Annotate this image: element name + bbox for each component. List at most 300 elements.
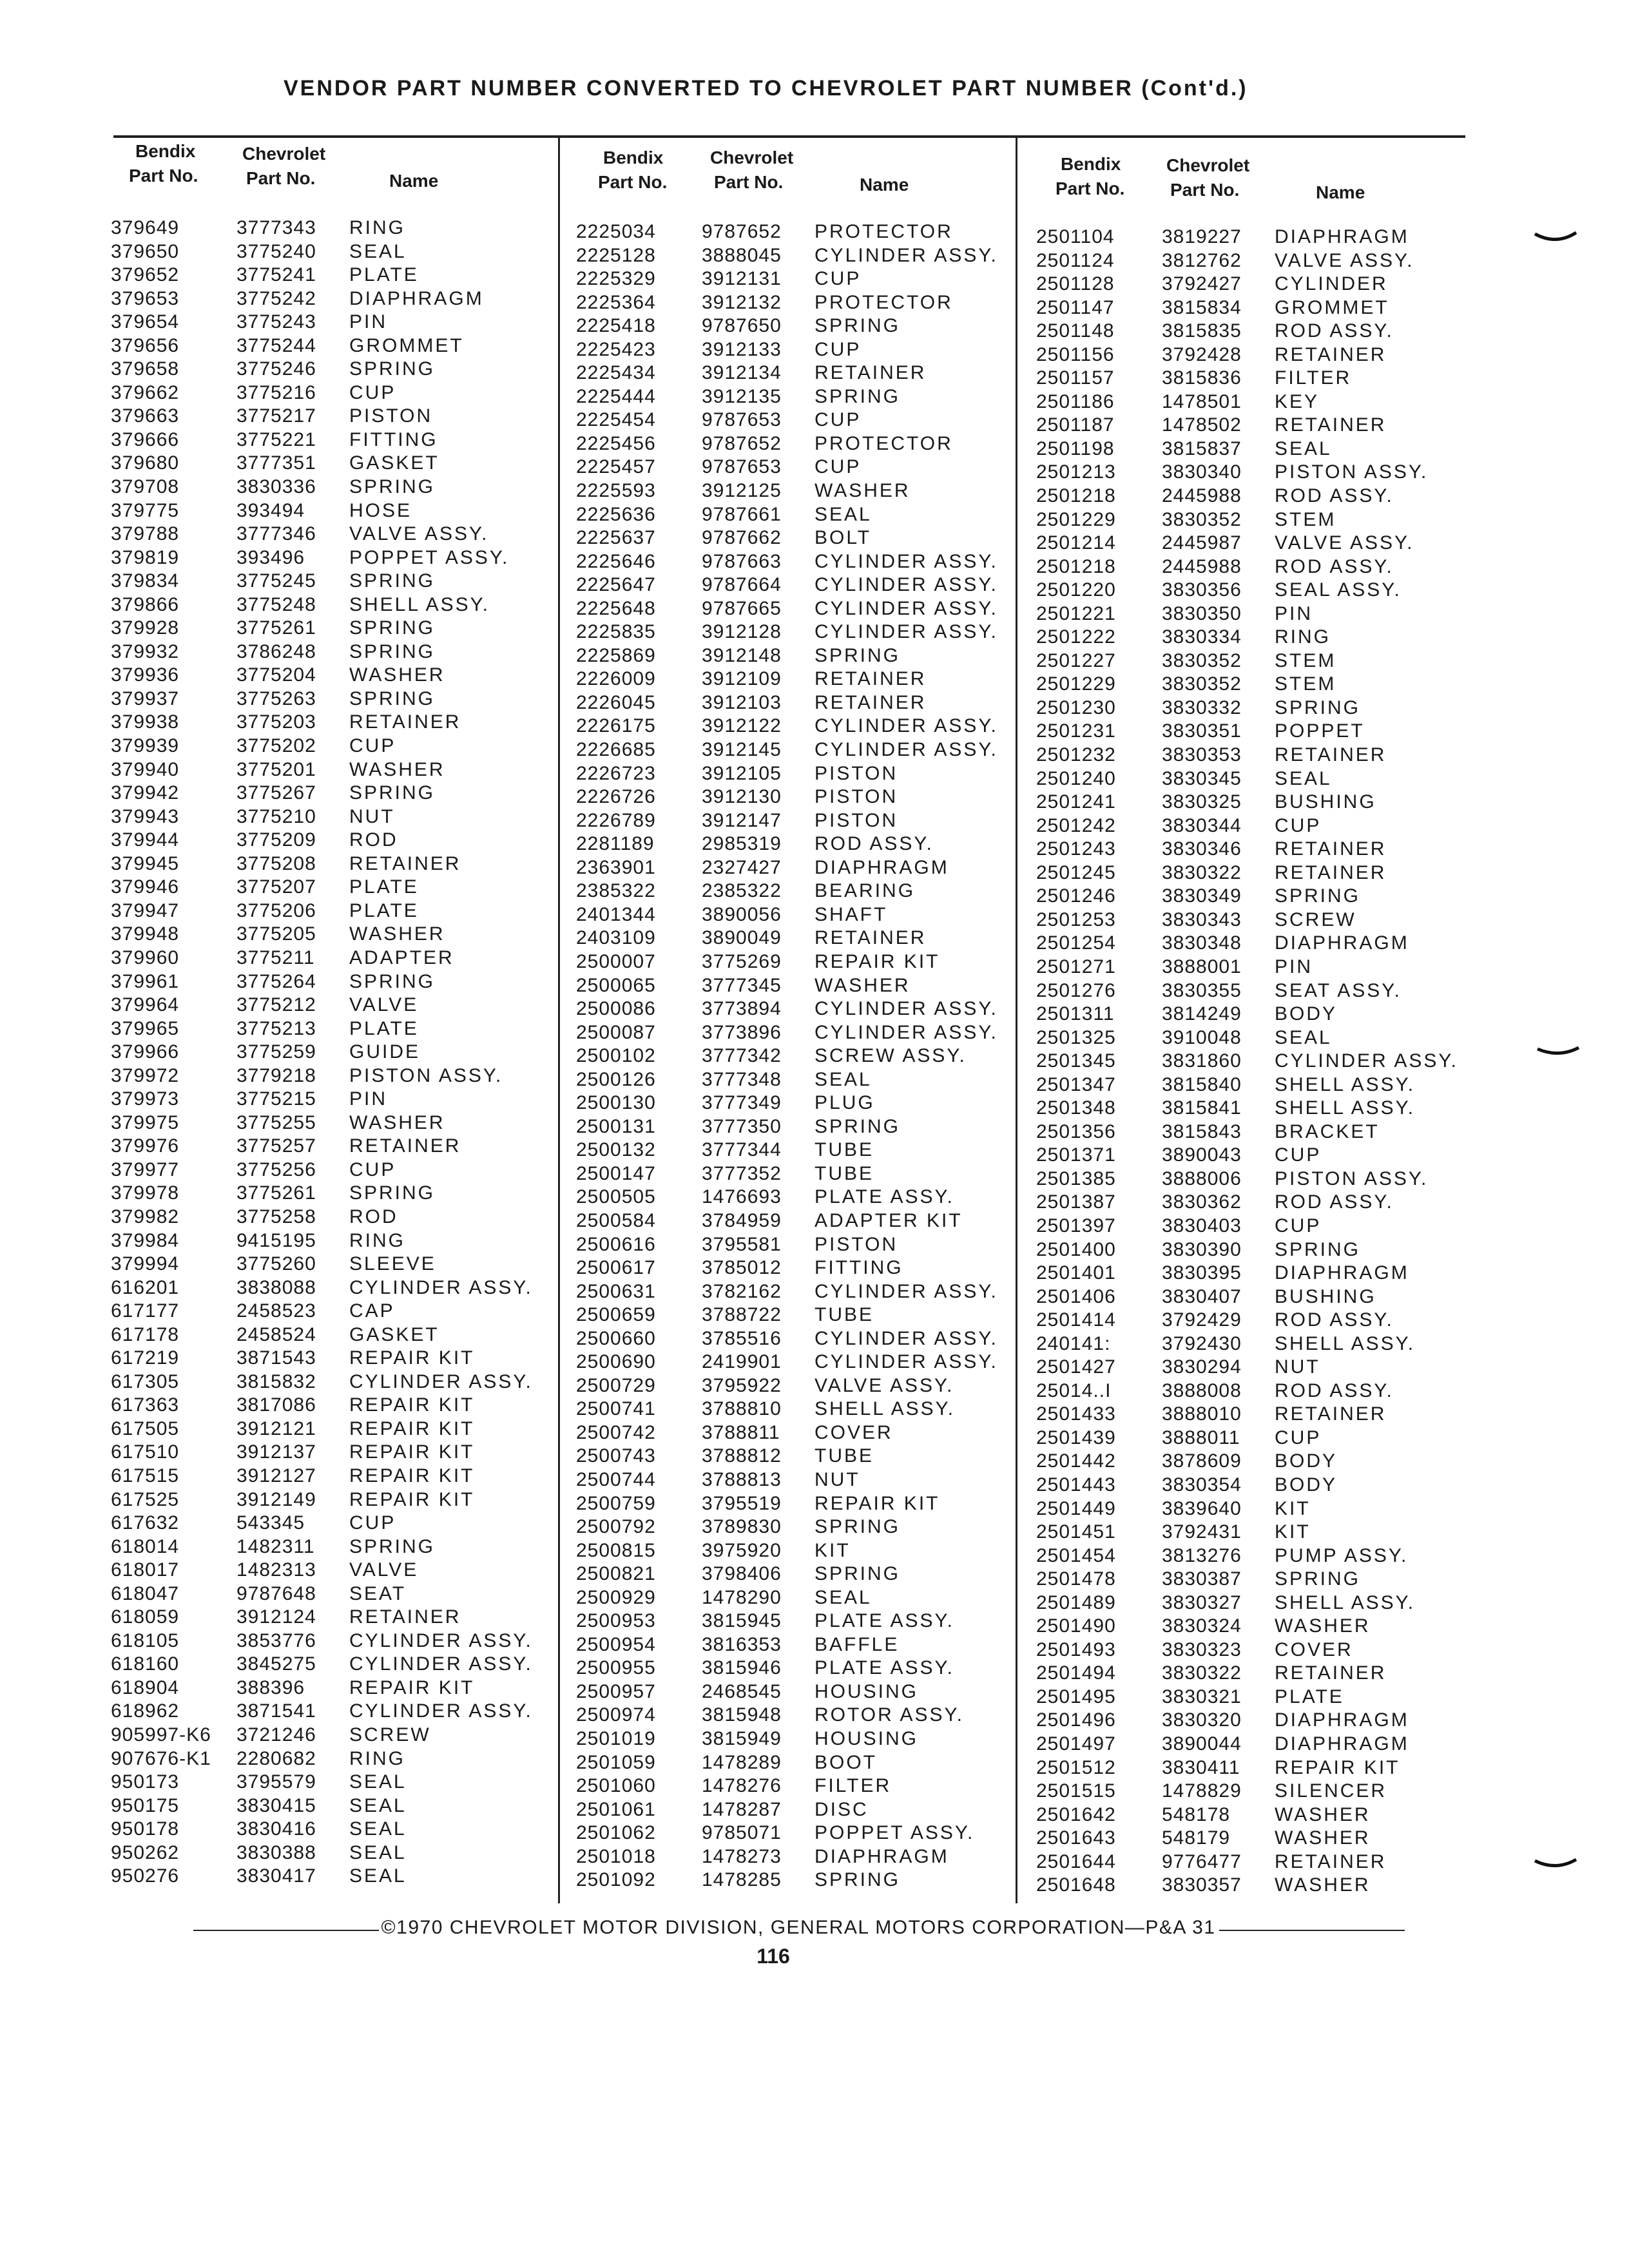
part-row	[111, 1629, 555, 1653]
bendix-part-number: 2225636	[576, 503, 656, 525]
part-row	[576, 1845, 1013, 1869]
part-row	[576, 267, 1013, 291]
bendix-part-number: 2500660	[576, 1327, 656, 1349]
chevrolet-part-number: 3912109	[702, 668, 782, 690]
bendix-part-number: 2501062	[576, 1822, 656, 1844]
bendix-part-number: 2501496	[1036, 1709, 1116, 1731]
part-name: BOOT	[815, 1751, 878, 1773]
part-name: FILTER	[1275, 367, 1352, 389]
bendix-part-number: 2501371	[1036, 1144, 1116, 1166]
bendix-part-number: 618047	[111, 1582, 180, 1604]
part-row	[576, 1162, 1013, 1186]
chevrolet-part-number: 3775216	[236, 381, 316, 403]
bendix-part-number: 25014..I	[1036, 1379, 1112, 1401]
part-name: RETAINER	[1275, 838, 1387, 860]
part-row	[576, 691, 1013, 715]
header-chevrolet: Chevrolet	[710, 148, 794, 168]
part-name: WASHER	[1275, 1874, 1371, 1896]
chevrolet-part-number: 3830294	[1162, 1356, 1242, 1378]
bendix-part-number: 617515	[111, 1465, 180, 1486]
chevrolet-part-number: 3830332	[1162, 697, 1242, 718]
chevrolet-part-number: 1482311	[236, 1535, 315, 1557]
part-row	[576, 785, 1013, 809]
chevrolet-part-number: 3815835	[1162, 320, 1242, 342]
chevrolet-part-number: 3815945	[702, 1610, 782, 1632]
part-name: SEAL	[815, 1586, 872, 1608]
part-row	[111, 452, 555, 476]
chevrolet-part-number: 3830336	[236, 476, 316, 498]
chevrolet-part-number: 3830388	[236, 1841, 316, 1863]
part-name: ROD	[349, 829, 398, 851]
bendix-part-number: 2500584	[576, 1209, 656, 1231]
bendix-part-number: 2501512	[1036, 1756, 1116, 1778]
bendix-part-number: 2500792	[576, 1516, 656, 1538]
part-row	[1036, 273, 1470, 296]
bendix-part-number: 2501478	[1036, 1568, 1116, 1590]
margin-mark	[1534, 229, 1579, 248]
part-row	[1036, 1262, 1470, 1285]
bendix-part-number: 2501345	[1036, 1050, 1116, 1072]
bendix-part-number: 2501240	[1036, 767, 1116, 789]
part-name: ROTOR ASSY.	[815, 1704, 964, 1726]
column-header	[1019, 148, 1470, 226]
part-row	[1036, 226, 1470, 249]
part-name: SCREW	[349, 1724, 431, 1745]
part-row	[111, 970, 555, 994]
bendix-part-number: 2225457	[576, 456, 656, 478]
part-row	[1036, 1497, 1470, 1521]
part-row	[111, 1794, 555, 1818]
chevrolet-part-number: 2458524	[236, 1323, 316, 1345]
chevrolet-part-number: 3912122	[702, 715, 782, 737]
chevrolet-part-number: 3815837	[1162, 437, 1242, 459]
part-name: PLATE	[349, 264, 419, 286]
part-row	[576, 1115, 1013, 1139]
bendix-part-number: 2225128	[576, 244, 656, 266]
part-row	[111, 570, 555, 593]
part-row	[576, 1869, 1013, 1892]
part-row	[111, 1677, 555, 1700]
bendix-part-number: 2363901	[576, 856, 656, 878]
bendix-part-number: 2500086	[576, 998, 656, 1020]
part-row	[576, 1421, 1013, 1445]
part-row	[1036, 838, 1470, 861]
part-name: GASKET	[349, 452, 439, 474]
chevrolet-part-number: 3777351	[236, 452, 316, 474]
part-row	[576, 832, 1013, 856]
chevrolet-part-number: 3830352	[1162, 649, 1242, 671]
parts-column-3	[1019, 148, 1470, 1898]
chevrolet-part-number: 3830362	[1162, 1191, 1242, 1213]
bendix-part-number: 2501222	[1036, 626, 1116, 648]
bendix-part-number: 618962	[111, 1700, 180, 1722]
part-name: CUP	[815, 268, 862, 290]
part-name: SPRING	[349, 970, 436, 992]
part-row	[111, 1229, 555, 1253]
header-bendix-part: Part No.	[1055, 178, 1125, 198]
chevrolet-part-number: 1478290	[702, 1586, 782, 1608]
chevrolet-part-number: 3912148	[702, 644, 782, 666]
part-row	[576, 597, 1013, 621]
chevrolet-part-number: 3975920	[702, 1539, 782, 1561]
part-row	[576, 927, 1013, 950]
bendix-part-number: 379708	[111, 476, 180, 498]
part-row	[1036, 1379, 1470, 1403]
part-name: PIN	[1275, 956, 1313, 977]
chevrolet-part-number: 3792431	[1162, 1521, 1242, 1543]
chevrolet-part-number: 3775246	[236, 358, 316, 380]
part-name: CYLINDER ASSY.	[815, 1021, 998, 1043]
part-name: PISTON ASSY.	[349, 1064, 503, 1086]
chevrolet-part-number: 3912134	[702, 362, 782, 384]
chevrolet-part-number: 3912125	[702, 480, 782, 502]
chevrolet-part-number: 3775263	[236, 687, 316, 709]
chevrolet-part-number: 3912128	[702, 621, 782, 643]
chevrolet-part-number: 3777346	[236, 523, 316, 545]
bendix-part-number: 2501493	[1036, 1639, 1116, 1660]
part-name: RETAINER	[815, 927, 927, 949]
chevrolet-part-number: 3815840	[1162, 1073, 1242, 1095]
part-name: BOLT	[815, 527, 872, 549]
bendix-part-number: 379947	[111, 899, 180, 921]
part-name: PLATE	[1275, 1686, 1344, 1707]
bendix-part-number: 2501213	[1036, 461, 1116, 483]
bendix-part-number: 2501232	[1036, 744, 1116, 766]
part-name: CUP	[815, 338, 862, 360]
part-row	[1036, 1756, 1470, 1780]
chevrolet-part-number: 2385322	[702, 880, 782, 902]
chevrolet-part-number: 3815836	[1162, 367, 1242, 389]
part-row	[1036, 720, 1470, 744]
part-name: RETAINER	[1275, 1850, 1387, 1872]
chevrolet-part-number: 543345	[236, 1512, 305, 1534]
chevrolet-part-number: 3777350	[702, 1115, 782, 1137]
part-name: SEAL	[349, 1841, 407, 1863]
chevrolet-part-number: 3830417	[236, 1865, 316, 1887]
bendix-part-number: 2225454	[576, 409, 656, 431]
bendix-part-number: 2501019	[576, 1728, 656, 1749]
chevrolet-part-number: 3830321	[1162, 1686, 1242, 1707]
part-name: PLATE	[349, 899, 419, 921]
bendix-part-number: 618904	[111, 1677, 180, 1698]
part-row	[576, 1774, 1013, 1798]
bendix-part-number: 2500759	[576, 1492, 656, 1514]
bendix-part-number: 2501221	[1036, 602, 1116, 624]
bendix-part-number: 950175	[111, 1794, 180, 1816]
part-row	[576, 456, 1013, 479]
chevrolet-part-number: 3830320	[1162, 1709, 1242, 1731]
bendix-part-number: 379819	[111, 546, 180, 568]
bendix-part-number: 2501156	[1036, 343, 1115, 365]
part-name: WASHER	[815, 480, 911, 502]
part-name: CAP	[349, 1300, 395, 1322]
header-chevrolet-part: Part No.	[1170, 180, 1240, 200]
bendix-part-number: 617525	[111, 1488, 180, 1510]
part-row	[1036, 343, 1470, 367]
margin-mark	[1534, 1856, 1579, 1875]
bendix-part-number: 2501218	[1036, 485, 1116, 507]
chevrolet-part-number: 3912130	[702, 786, 782, 808]
part-name: SHELL ASSY.	[349, 593, 490, 615]
part-name: SEAT ASSY.	[1275, 979, 1402, 1001]
chevrolet-part-number: 3785516	[702, 1327, 782, 1349]
chevrolet-part-number: 3830403	[1162, 1215, 1242, 1236]
bendix-part-number: 2501018	[576, 1845, 656, 1867]
part-row	[111, 1182, 555, 1206]
part-row	[576, 291, 1013, 315]
bendix-part-number: 618160	[111, 1653, 180, 1675]
part-row	[576, 620, 1013, 644]
part-name: DIAPHRAGM	[815, 856, 949, 878]
bendix-part-number: 379788	[111, 523, 180, 545]
part-name: CUP	[1275, 1427, 1322, 1448]
chevrolet-part-number: 3775215	[236, 1088, 316, 1110]
chevrolet-part-number: 3775207	[236, 876, 316, 898]
part-row	[1036, 1332, 1470, 1356]
part-name: CUP	[815, 409, 862, 431]
bendix-part-number: 2501643	[1036, 1827, 1116, 1849]
part-row	[1036, 1003, 1470, 1026]
part-row	[576, 220, 1013, 244]
bendix-part-number: 907676-K1	[111, 1747, 211, 1769]
chevrolet-part-number: 9787662	[702, 527, 782, 549]
bendix-part-number: 379960	[111, 947, 180, 968]
part-name: VALVE ASSY.	[815, 1374, 954, 1396]
part-name: SEAL	[349, 240, 407, 262]
part-row	[576, 1445, 1013, 1468]
bendix-part-number: 2501061	[576, 1798, 656, 1820]
part-name: SPRING	[1275, 885, 1361, 907]
part-name: KEY	[1275, 390, 1320, 412]
part-row	[576, 1233, 1013, 1257]
part-row	[111, 546, 555, 570]
part-row	[576, 1374, 1013, 1398]
bendix-part-number: 2500631	[576, 1280, 656, 1302]
column-divider	[558, 138, 560, 1903]
bendix-part-number: 2501242	[1036, 814, 1116, 836]
bendix-part-number: 2500690	[576, 1351, 656, 1373]
bendix-part-number: 2501128	[1036, 273, 1115, 295]
bendix-part-number: 379975	[111, 1111, 180, 1133]
part-row	[576, 361, 1013, 385]
part-name: STEM	[1275, 673, 1336, 695]
part-name: REPAIR KIT	[349, 1488, 475, 1510]
part-row	[576, 1327, 1013, 1351]
part-name: ROD ASSY.	[815, 833, 934, 855]
chevrolet-part-number: 3786248	[236, 640, 316, 662]
part-name: SCREW ASSY.	[815, 1045, 967, 1067]
bendix-part-number: 617505	[111, 1418, 180, 1439]
chevrolet-part-number: 3795579	[236, 1771, 316, 1793]
part-row	[111, 852, 555, 876]
part-name: NUT	[1275, 1356, 1320, 1378]
page-title: VENDOR PART NUMBER CONVERTED TO CHEVROLET PART NUMBER (Cont'd.)	[284, 76, 1248, 101]
part-name: PISTON	[815, 1233, 898, 1255]
footer	[193, 1917, 1405, 1939]
part-name: CYLINDER ASSY.	[815, 739, 998, 761]
chevrolet-part-number: 3830411	[1162, 1756, 1240, 1778]
part-name: CYLINDER ASSY.	[815, 244, 998, 266]
part-row	[1036, 1356, 1470, 1379]
part-row	[111, 1606, 555, 1629]
part-row	[576, 974, 1013, 998]
part-name: RETAINER	[1275, 343, 1387, 365]
column-divider	[1016, 138, 1017, 1903]
part-row	[111, 1512, 555, 1535]
part-name: RETAINER	[815, 691, 927, 713]
part-row	[1036, 697, 1470, 720]
part-row	[1036, 1591, 1470, 1615]
part-row	[1036, 908, 1470, 932]
chevrolet-part-number: 3815834	[1162, 296, 1242, 318]
chevrolet-part-number: 3775210	[236, 805, 316, 827]
part-name: PUMP ASSY.	[1275, 1544, 1409, 1566]
part-name: STEM	[1275, 649, 1336, 671]
part-row	[111, 476, 555, 499]
part-row	[111, 240, 555, 264]
bendix-part-number: 950276	[111, 1865, 180, 1887]
bendix-part-number: 2500953	[576, 1610, 656, 1632]
part-row	[576, 738, 1013, 762]
part-name: CYLINDER ASSY.	[815, 998, 998, 1020]
chevrolet-part-number: 9787665	[702, 597, 782, 619]
bendix-part-number: 2501454	[1036, 1544, 1116, 1566]
header-name: Name	[389, 171, 439, 191]
bendix-part-number: 2501230	[1036, 697, 1116, 718]
chevrolet-part-number: 3816353	[702, 1633, 782, 1655]
bendix-part-number: 2225647	[576, 574, 656, 596]
part-name: WASHER	[349, 923, 445, 945]
bendix-part-number: 379948	[111, 923, 180, 945]
bendix-part-number: 379656	[111, 334, 180, 356]
bendix-part-number: 2500087	[576, 1021, 656, 1043]
chevrolet-part-number: 3912137	[236, 1441, 316, 1463]
chevrolet-part-number: 3814249	[1162, 1003, 1242, 1025]
part-name: CYLINDER ASSY.	[815, 1327, 998, 1349]
chevrolet-part-number: 3773896	[702, 1021, 782, 1043]
chevrolet-part-number: 1478829	[1162, 1780, 1242, 1802]
part-row	[1036, 390, 1470, 414]
chevrolet-part-number: 3912145	[702, 739, 782, 761]
chevrolet-part-number: 9415195	[236, 1229, 316, 1251]
part-name: PISTON	[349, 405, 433, 427]
chevrolet-part-number: 3782162	[702, 1280, 782, 1302]
bendix-part-number: 905997-K6	[111, 1724, 211, 1745]
chevrolet-part-number: 3853776	[236, 1629, 316, 1651]
part-row	[111, 216, 555, 240]
chevrolet-part-number: 3775221	[236, 428, 316, 450]
bendix-part-number: 379928	[111, 617, 180, 639]
part-row	[111, 1559, 555, 1582]
bendix-part-number: 2225423	[576, 338, 656, 360]
part-name: RING	[1275, 626, 1331, 648]
bendix-part-number: 2501494	[1036, 1662, 1116, 1684]
part-row	[576, 1633, 1013, 1657]
part-name: CYLINDER ASSY.	[815, 621, 998, 643]
bendix-part-number: 379650	[111, 240, 180, 262]
chevrolet-part-number: 3775205	[236, 923, 316, 945]
chevrolet-part-number: 3785012	[702, 1257, 782, 1279]
part-row	[111, 1158, 555, 1182]
part-name: RETAINER	[1275, 744, 1387, 766]
part-row	[1036, 1568, 1470, 1591]
chevrolet-part-number: 3775245	[236, 570, 316, 592]
header-name: Name	[860, 175, 909, 195]
part-row	[576, 1727, 1013, 1751]
chevrolet-part-number: 3830357	[1162, 1874, 1242, 1896]
chevrolet-part-number: 3888006	[1162, 1168, 1242, 1189]
part-row	[576, 950, 1013, 974]
chevrolet-part-number: 3815843	[1162, 1120, 1242, 1142]
bendix-part-number: 2226009	[576, 668, 656, 690]
chevrolet-part-number: 3777352	[702, 1162, 782, 1184]
bendix-part-number: 379942	[111, 782, 180, 804]
bendix-part-number: 379961	[111, 970, 180, 992]
chevrolet-part-number: 393496	[236, 546, 305, 568]
part-row	[576, 1021, 1013, 1045]
bendix-part-number: 379662	[111, 381, 180, 403]
part-name: SEAL	[815, 503, 872, 525]
part-name: DIAPHRAGM	[1275, 1262, 1409, 1284]
bendix-part-number: 2225637	[576, 527, 656, 549]
chevrolet-part-number: 3912147	[702, 809, 782, 831]
bendix-part-number: 379964	[111, 994, 180, 1016]
part-name: GROMMET	[1275, 296, 1389, 318]
bendix-part-number: 2501400	[1036, 1238, 1116, 1260]
bendix-part-number: 2500130	[576, 1092, 656, 1114]
part-row	[1036, 1615, 1470, 1639]
chevrolet-part-number: 1476693	[702, 1186, 782, 1208]
bendix-part-number: 2501104	[1036, 226, 1115, 247]
part-name: SHELL ASSY.	[1275, 1332, 1416, 1354]
part-name: SPRING	[349, 1535, 436, 1557]
chevrolet-part-number: 3910048	[1162, 1026, 1242, 1048]
chevrolet-part-number: 3830416	[236, 1818, 316, 1840]
chevrolet-part-number: 3775248	[236, 593, 316, 615]
part-name: RETAINER	[349, 711, 461, 733]
part-name: KIT	[815, 1539, 851, 1561]
part-name: PLATE	[349, 876, 419, 898]
part-row	[576, 1398, 1013, 1421]
bendix-part-number: 2501385	[1036, 1168, 1116, 1189]
part-name: POPPET	[1275, 720, 1365, 742]
part-name: FITTING	[349, 428, 438, 450]
chevrolet-part-number: 3777344	[702, 1139, 782, 1161]
chevrolet-part-number: 9787664	[702, 574, 782, 596]
part-name: WASHER	[1275, 1803, 1371, 1825]
part-name: KIT	[1275, 1497, 1311, 1519]
bendix-part-number: 379939	[111, 735, 180, 757]
chevrolet-part-number: 3788811	[702, 1421, 780, 1443]
chevrolet-part-number: 3775255	[236, 1111, 316, 1133]
bendix-part-number: 379972	[111, 1064, 180, 1086]
part-name: ROD ASSY.	[1275, 1191, 1394, 1213]
bendix-part-number: 616201	[111, 1276, 180, 1298]
part-row	[576, 314, 1013, 338]
part-name: VALVE ASSY.	[349, 523, 489, 545]
part-row	[111, 1276, 555, 1300]
part-row	[111, 1818, 555, 1841]
part-name: DISC	[815, 1798, 869, 1820]
part-name: CUP	[349, 381, 396, 403]
part-name: BAFFLE	[815, 1633, 900, 1655]
part-name: PIN	[349, 1088, 388, 1110]
part-name: RETAINER	[349, 1135, 461, 1157]
part-row	[1036, 1544, 1470, 1568]
chevrolet-part-number: 3789830	[702, 1516, 782, 1538]
bendix-part-number: 2403109	[576, 927, 656, 949]
bendix-part-number: 379973	[111, 1088, 180, 1110]
